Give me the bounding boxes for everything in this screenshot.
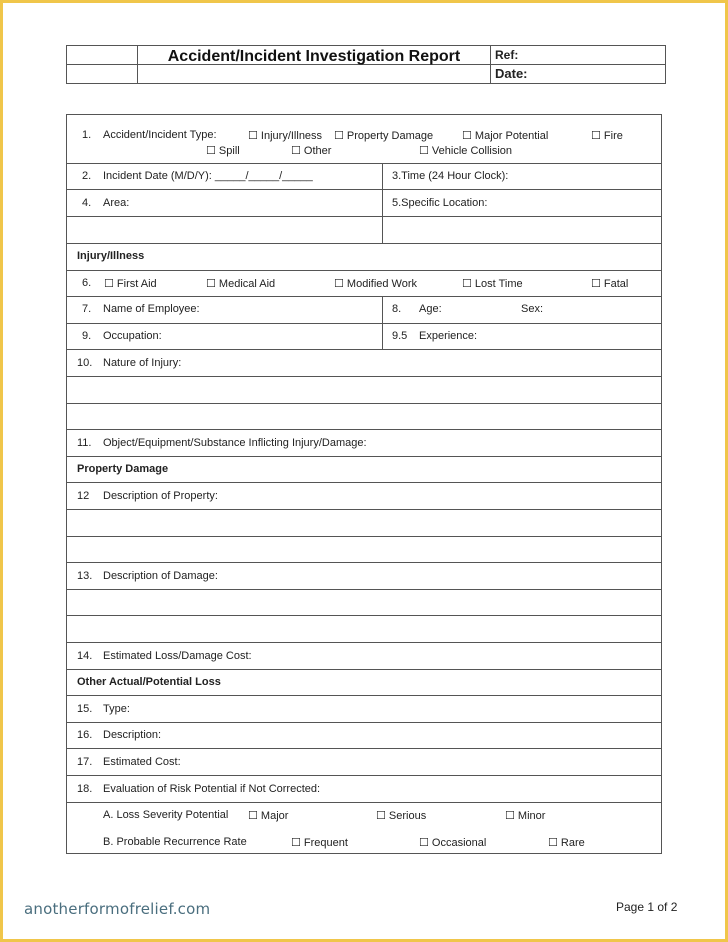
frequent-checkbox[interactable]: ☐ Frequent	[291, 837, 348, 849]
incident-date-field[interactable]: Incident Date (M/D/Y): _____/_____/_____	[103, 170, 313, 182]
time-field[interactable]: 3.Time (24 Hour Clock):	[392, 170, 509, 182]
row-line	[67, 536, 661, 537]
row-line	[67, 695, 661, 696]
first-aid-checkbox[interactable]: ☐ First Aid	[104, 278, 157, 290]
experience-field[interactable]: Experience:	[419, 330, 478, 342]
loss-type-field[interactable]: Type:	[103, 703, 130, 715]
major-checkbox[interactable]: ☐ Major	[248, 810, 289, 822]
vehicle-collision-checkbox[interactable]: ☐ Vehicle Collision	[419, 145, 513, 157]
minor-checkbox[interactable]: ☐ Minor	[505, 810, 546, 822]
date-label: Date:	[495, 66, 528, 81]
nature-of-injury-field[interactable]: Nature of Injury:	[103, 357, 182, 369]
fatal-checkbox[interactable]: ☐ Fatal	[591, 278, 629, 290]
row-line	[67, 562, 661, 563]
row-line	[67, 802, 661, 803]
injury-illness-heading: Injury/Illness	[77, 250, 145, 262]
column-divider	[382, 163, 383, 243]
row-number: 18.	[77, 783, 93, 795]
row-line	[67, 775, 661, 776]
property-damage-heading: Property Damage	[77, 463, 169, 475]
row-number: 7.	[82, 303, 92, 315]
recurrence-rate-label: B. Probable Recurrence Rate	[103, 836, 247, 848]
row-number: 2.	[82, 170, 92, 182]
other-checkbox[interactable]: ☐ Other	[291, 145, 332, 157]
row-line	[67, 748, 661, 749]
page-number: Page 1 of 2	[616, 900, 678, 914]
row-number: 9.5	[392, 330, 408, 342]
row-number: 13.	[77, 570, 93, 582]
row-line	[67, 456, 661, 457]
rare-checkbox[interactable]: ☐ Rare	[548, 837, 585, 849]
row-line	[67, 270, 661, 271]
row-number: 4.	[82, 197, 92, 209]
occasional-checkbox[interactable]: ☐ Occasional	[419, 837, 487, 849]
medical-aid-checkbox[interactable]: ☐ Medical Aid	[206, 278, 276, 290]
spill-checkbox[interactable]: ☐ Spill	[206, 145, 240, 157]
incident-type-label: Accident/Incident Type:	[103, 129, 217, 141]
row-number: 9.	[82, 330, 92, 342]
row-line	[67, 482, 661, 483]
area-field[interactable]: Area:	[103, 197, 130, 209]
age-field[interactable]: Age:	[419, 303, 442, 315]
row-number: 17.	[77, 756, 93, 768]
major-potential-checkbox[interactable]: ☐ Major Potential	[462, 130, 549, 142]
property-description-field[interactable]: Description of Property:	[103, 490, 218, 502]
inflicting-object-field[interactable]: Object/Equipment/Substance Inflicting Injury/Damage:	[103, 437, 367, 449]
row-line	[67, 216, 661, 217]
row-line	[67, 243, 661, 244]
row-number: 1.	[82, 129, 92, 141]
row-line	[67, 349, 661, 350]
report-title: Accident/Incident Investigation Report	[167, 48, 461, 65]
report-form	[66, 114, 662, 854]
row-line	[67, 323, 661, 324]
row-line	[67, 403, 661, 404]
sex-field[interactable]: Sex:	[521, 303, 544, 315]
column-divider	[382, 296, 383, 349]
row-line	[67, 189, 661, 190]
other-loss-heading: Other Actual/Potential Loss	[77, 676, 221, 688]
row-line	[67, 509, 661, 510]
report-header	[66, 45, 666, 84]
property-damage-checkbox[interactable]: ☐ Property Damage	[334, 130, 434, 142]
ref-label: Ref:	[495, 48, 519, 62]
row-line	[67, 615, 661, 616]
row-number: 14.	[77, 650, 93, 662]
row-line	[67, 722, 661, 723]
row-line	[67, 296, 661, 297]
header-divider	[490, 46, 491, 83]
specific-location-field[interactable]: 5.Specific Location:	[392, 197, 488, 209]
header-divider	[137, 46, 138, 83]
injury-illness-checkbox[interactable]: ☐ Injury/Illness	[248, 130, 323, 142]
row-number: 16.	[77, 729, 93, 741]
lost-time-checkbox[interactable]: ☐ Lost Time	[462, 278, 523, 290]
row-line	[67, 589, 661, 590]
row-line	[67, 376, 661, 377]
damage-description-field[interactable]: Description of Damage:	[103, 570, 218, 582]
row-line	[67, 429, 661, 430]
row-number: 15.	[77, 703, 93, 715]
row-line	[67, 163, 661, 164]
row-number: 8.	[392, 303, 402, 315]
risk-evaluation-label: Evaluation of Risk Potential if Not Corrected:	[103, 783, 321, 795]
estimated-loss-field[interactable]: Estimated Loss/Damage Cost:	[103, 650, 252, 662]
row-number: 6.	[82, 277, 92, 289]
fire-checkbox[interactable]: ☐ Fire	[591, 130, 623, 142]
row-number: 10.	[77, 357, 93, 369]
site-logo-text: anotherformofrelief.com	[24, 900, 211, 918]
row-number: 12	[77, 490, 90, 502]
loss-severity-label: A. Loss Severity Potential	[103, 809, 229, 821]
row-line	[67, 642, 661, 643]
row-number: 11.	[77, 437, 92, 449]
occupation-field[interactable]: Occupation:	[103, 330, 162, 342]
modified-work-checkbox[interactable]: ☐ Modified Work	[334, 278, 418, 290]
employee-name-field[interactable]: Name of Employee:	[103, 303, 200, 315]
row-line	[67, 669, 661, 670]
estimated-cost-field[interactable]: Estimated Cost:	[103, 756, 181, 768]
serious-checkbox[interactable]: ☐ Serious	[376, 810, 427, 822]
loss-description-field[interactable]: Description:	[103, 729, 162, 741]
